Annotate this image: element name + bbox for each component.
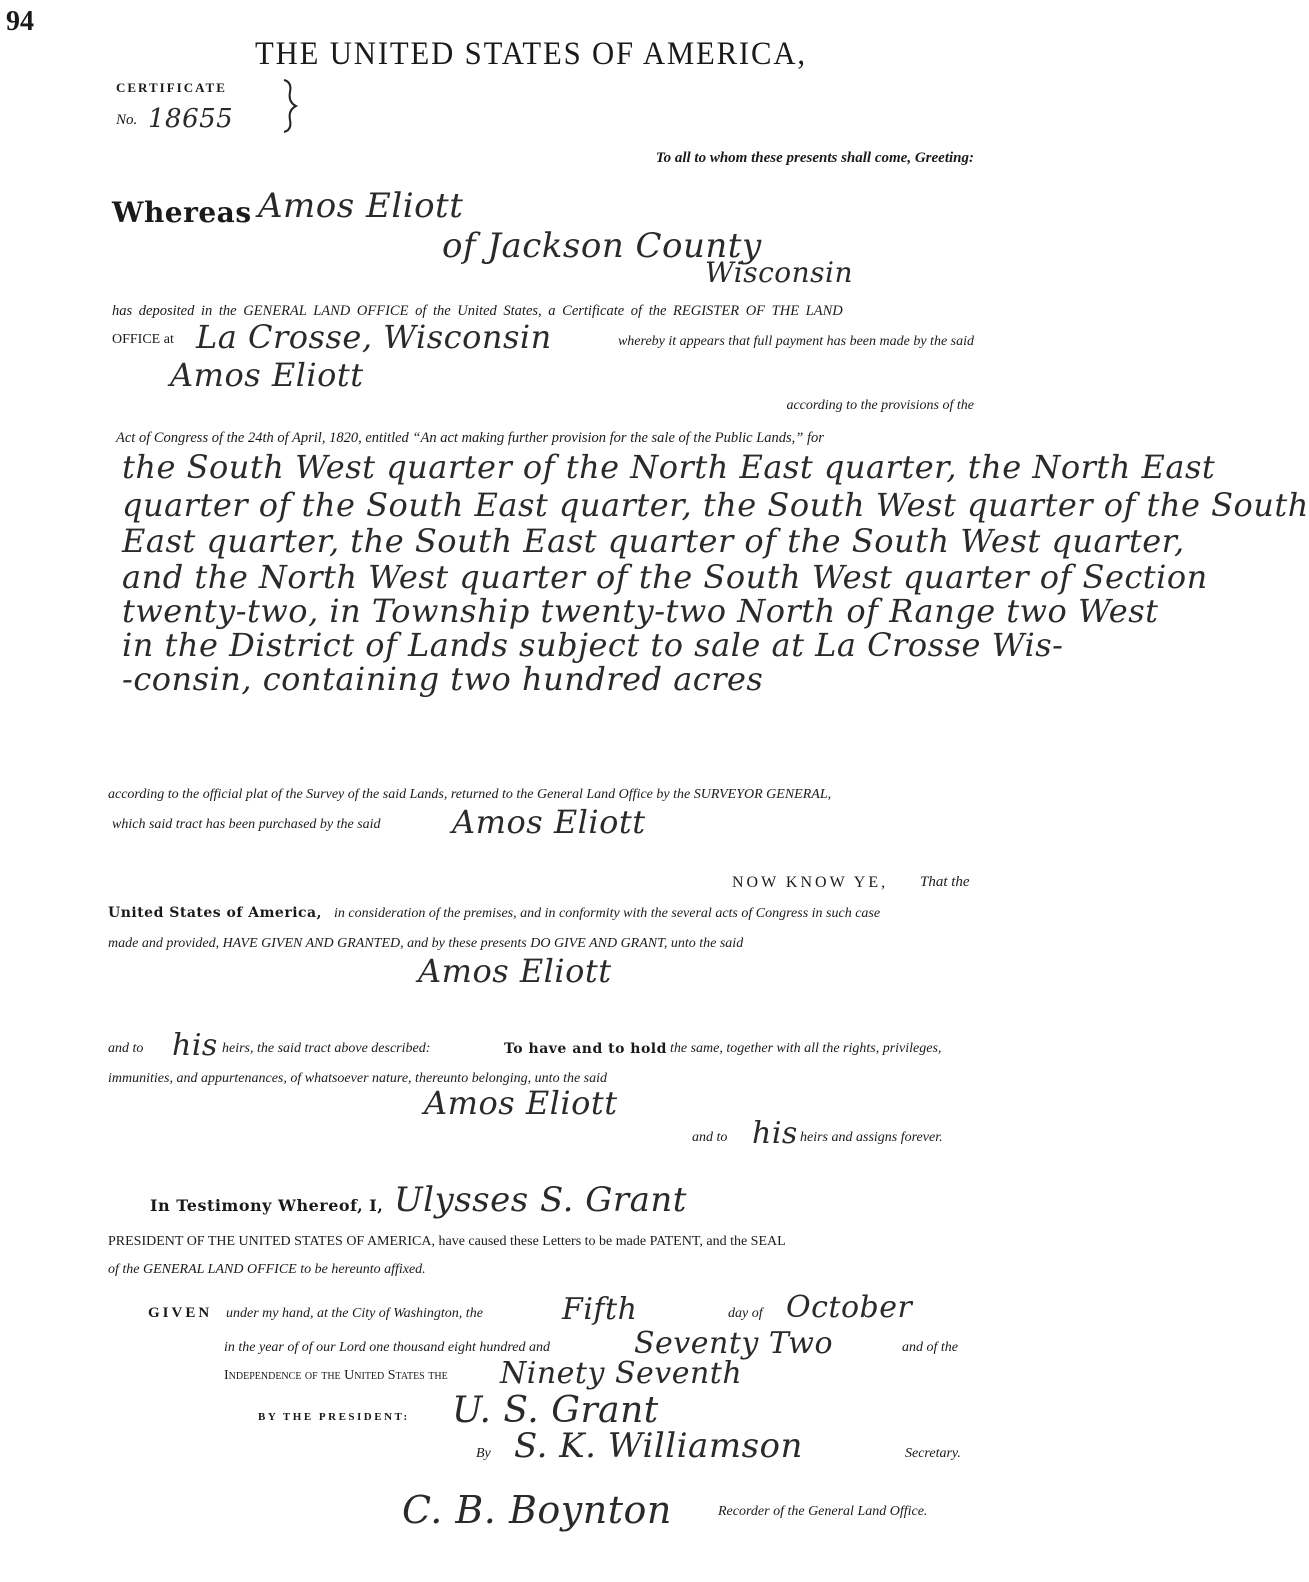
president-signature-2: U. S. Grant	[452, 1390, 659, 1431]
testimony-line1: PRESIDENT OF THE UNITED STATES OF AMERICA, have caused these Letters to be made PATENT, and the SEAL	[108, 1234, 786, 1249]
greeting: To all to whom these presents shall come, Greeting:	[655, 150, 974, 166]
office-at-label: OFFICE at	[112, 332, 174, 347]
whereas-name: Amos Eliott	[258, 186, 464, 226]
heirs-his-2: his	[752, 1116, 798, 1151]
by-the-president: BY THE PRESIDENT:	[258, 1411, 410, 1423]
page-title: THE UNITED STATES OF AMERICA,	[255, 36, 807, 72]
whereas-county: of Jackson County	[442, 226, 762, 266]
heirs-his: his	[172, 1028, 218, 1063]
land-description-line: -consin, containing two hundred acres	[122, 660, 764, 698]
survey-purchased: which said tract has been purchased by the said	[112, 817, 381, 832]
heirs-line2: immunities, and appurtenances, of whatsoever nature, thereunto belonging, unto the said	[108, 1071, 608, 1086]
land-description-line: and the North West quarter of the South West quarter of Section	[122, 558, 1208, 596]
deposit-act: Act of Congress of the 24th of April, 1820, entitled “An act making further provision for the sale of the Public Lands,” for	[116, 430, 824, 446]
survey-name: Amos Eliott	[452, 803, 646, 841]
land-description-line: twenty-two, in Township twenty-two North of Range two West	[122, 592, 1159, 630]
brace-icon	[280, 78, 300, 134]
certificate-no-label: No.	[116, 112, 138, 128]
certificate-number: 18655	[148, 104, 234, 134]
given-independence-value: Ninety Seventh	[500, 1356, 743, 1391]
given-word: GIVEN	[148, 1305, 213, 1321]
heirs-and-to-2: and to	[692, 1130, 728, 1145]
by-label: By	[476, 1446, 491, 1461]
testimony-phrase: In Testimony Whereof, I,	[150, 1196, 384, 1215]
land-description-line: in the District of Lands subject to sale at La Crosse Wis-	[122, 626, 1064, 664]
recorder-label: Recorder of the General Land Office.	[718, 1504, 928, 1519]
testimony-line2: of the GENERAL LAND OFFICE to be hereunto affixed.	[108, 1262, 426, 1277]
grant-line2: made and provided, HAVE GIVEN AND GRANTED, and by these presents DO GIVE AND GRANT, unto the said	[108, 936, 744, 951]
president-signature: Ulysses S. Grant	[394, 1180, 687, 1220]
grant-line1-rest: in consideration of the premises, and in conformity with the several acts of Congress in such case	[334, 906, 881, 921]
whereas-word: Whereas	[112, 196, 252, 229]
secretary-signature: S. K. Williamson	[514, 1426, 803, 1466]
grant-name: Amos Eliott	[418, 952, 612, 990]
deposit-whereby: whereby it appears that full payment has been made by the said	[617, 334, 974, 349]
that-the: That the	[920, 874, 970, 890]
given-and-of-the: and of the	[902, 1340, 958, 1355]
secretary-label: Secretary.	[905, 1446, 961, 1461]
whereas-state: Wisconsin	[705, 256, 854, 289]
heirs-rest1b: the same, together with all the rights, privileges,	[670, 1041, 942, 1056]
heirs-name: Amos Eliott	[424, 1084, 618, 1122]
deposit-line1: has deposited in the GENERAL LAND OFFICE of the United States, a Certificate of the REGISTER OF THE LAND	[112, 303, 843, 319]
given-day: Fifth	[562, 1292, 638, 1327]
heirs-and-assigns: heirs and assigns forever.	[800, 1130, 943, 1145]
heirs-and-to: and to	[108, 1041, 144, 1056]
given-independence: Independence of the United States the	[224, 1368, 448, 1383]
given-day-of: day of	[728, 1306, 763, 1321]
given-year-value: Seventy Two	[634, 1326, 834, 1361]
land-description-line: East quarter, the South East quarter of the South West quarter,	[122, 522, 1185, 560]
now-know-ye: NOW KNOW YE,	[732, 874, 889, 891]
given-under: under my hand, at the City of Washington, the	[226, 1306, 483, 1321]
land-description-line: the South West quarter of the North East quarter, the North East	[122, 448, 1216, 486]
deposit-according: according to the provisions of the	[786, 398, 974, 413]
office-location: La Crosse, Wisconsin	[196, 318, 552, 356]
grant-usa: United States of America,	[108, 905, 323, 921]
certificate-label: CERTIFICATE	[116, 80, 227, 95]
given-year-line: in the year of of our Lord one thousand eight hundred and	[224, 1340, 550, 1355]
heirs-to-have: To have and to hold	[504, 1041, 667, 1057]
given-month: October	[786, 1290, 913, 1325]
page-number: 94	[6, 6, 34, 37]
survey-line1: according to the official plat of the Survey of the said Lands, returned to the General Land Office by the SURVEYOR GENERAL,	[108, 787, 832, 802]
deposit-name: Amos Eliott	[170, 356, 364, 394]
heirs-rest1: heirs, the said tract above described:	[222, 1041, 431, 1056]
recorder-signature: C. B. Boynton	[402, 1488, 672, 1532]
land-description-line: quarter of the South East quarter, the South West quarter of the South	[122, 486, 1309, 524]
